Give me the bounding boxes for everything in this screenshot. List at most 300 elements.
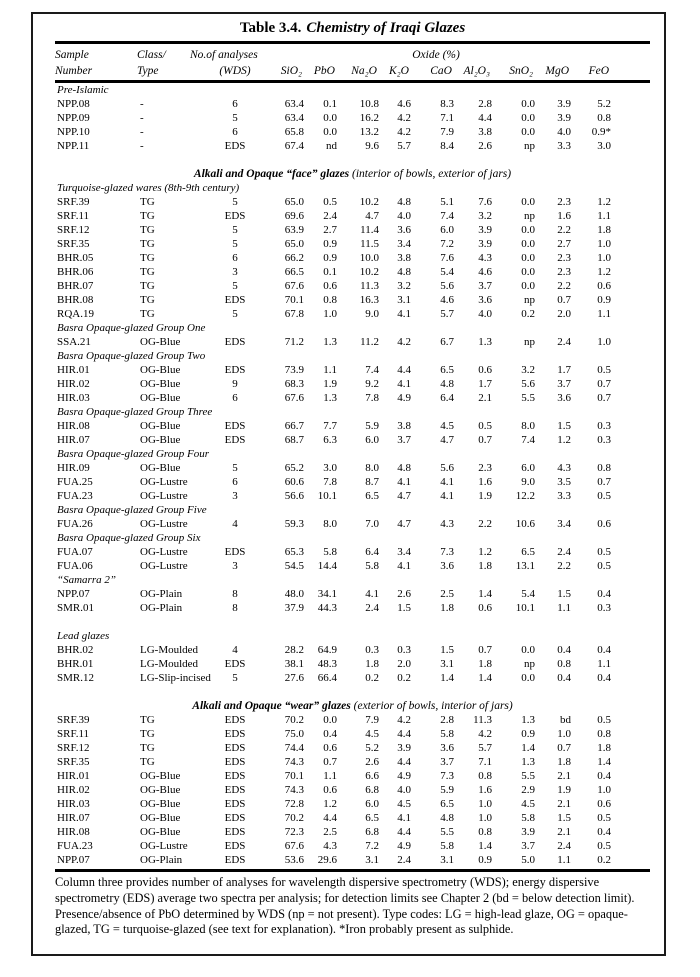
oxide-value-cell: 4.3 — [557, 462, 571, 474]
sample-number-cell: HIR.08 — [57, 420, 90, 432]
class-type-cell: OG-Lustre — [140, 476, 188, 488]
oxide-value-cell: 2.4 — [397, 854, 411, 866]
oxide-value-cell: 8.3 — [440, 98, 454, 110]
oxide-value-cell: 4.8 — [440, 378, 454, 390]
oxide-value-cell: 1.5 — [557, 588, 571, 600]
analyses-count-cell: 3 — [232, 266, 238, 278]
data-row — [55, 755, 650, 769]
oxide-value-cell: 0.4 — [557, 644, 571, 656]
oxide-value-cell: 3.1 — [365, 854, 379, 866]
oxide-value-cell: 0.5 — [597, 364, 612, 376]
oxide-value-cell: 4.1 — [440, 490, 454, 502]
spacer-cell — [612, 265, 650, 279]
oxide-value-cell: 3.5 — [557, 476, 571, 488]
spacer-cell — [612, 755, 650, 769]
analyses-count-cell: EDS — [224, 210, 246, 222]
oxide-value-cell: 1.0 — [323, 308, 337, 320]
class-type-cell: TG — [140, 756, 155, 768]
sample-number-cell: NPP.08 — [57, 98, 90, 110]
oxide-value-cell: 1.2 — [597, 196, 612, 208]
oxide-value-cell: 67.8 — [284, 308, 304, 320]
oxide-value-cell: 0.6 — [597, 518, 612, 530]
oxide-value-cell: 5.8 — [323, 546, 337, 558]
sample-number-cell: FUA.23 — [57, 840, 93, 852]
oxide-value-cell: 0.7 — [597, 378, 612, 390]
oxide-value-cell: 4.8 — [440, 812, 454, 824]
spacer-cell — [612, 139, 650, 153]
oxide-value-cell: 0.9 — [323, 238, 337, 250]
table-header — [55, 44, 650, 82]
oxide-value-cell: 1.8 — [478, 560, 492, 572]
oxide-value-cell: 1.2 — [597, 266, 612, 278]
data-row — [55, 475, 650, 489]
oxide-value-cell: 1.9 — [478, 490, 492, 502]
oxide-value-cell: 2.0 — [397, 658, 411, 670]
header-oxide-group: Oxide (%) — [412, 49, 460, 61]
oxide-value-cell: 5.2 — [365, 742, 379, 754]
oxide-value-cell: 66.4 — [317, 672, 337, 684]
oxide-value-cell: 3.4 — [397, 238, 411, 250]
analyses-count-cell: 6 — [232, 476, 238, 488]
oxide-value-cell: 3.9 — [557, 112, 571, 124]
class-type-cell: OG-Lustre — [140, 490, 188, 502]
oxide-value-cell: 3.9 — [478, 224, 492, 236]
analyses-count-cell: EDS — [224, 756, 246, 768]
oxide-value-cell: 37.9 — [284, 602, 304, 614]
oxide-value-cell: 0.2 — [397, 672, 411, 684]
data-row — [55, 279, 650, 293]
header-sample-line2: Number — [55, 62, 137, 82]
oxide-value-cell: 48.3 — [317, 658, 337, 670]
oxide-value-cell: 16.2 — [359, 112, 379, 124]
oxide-value-cell: 6.4 — [365, 546, 379, 558]
oxide-value-cell: 4.7 — [365, 210, 379, 222]
oxide-value-cell: 1.0 — [597, 336, 612, 348]
sample-number-cell: HIR.08 — [57, 826, 90, 838]
spacer-cell — [612, 251, 650, 265]
analyses-count-cell: EDS — [224, 714, 246, 726]
oxide-value-cell: 8.4 — [440, 140, 454, 152]
oxide-value-cell: 9.2 — [365, 378, 379, 390]
analyses-count-cell: 5 — [232, 280, 238, 292]
oxide-value-cell: 74.4 — [284, 742, 304, 754]
oxide-value-cell: 2.4 — [365, 602, 379, 614]
oxide-value-cell: 34.1 — [317, 588, 337, 600]
header-sample-line1: Sample — [55, 49, 89, 61]
oxide-value-cell: 2.3 — [557, 266, 571, 278]
oxide-value-cell: 8.0 — [521, 420, 535, 432]
oxide-value-cell: 0.5 — [478, 420, 492, 432]
oxide-value-cell: 0.1 — [323, 98, 337, 110]
oxide-value-cell: 1.4 — [597, 756, 612, 768]
oxide-value-cell: 65.2 — [284, 462, 304, 474]
oxide-value-cell: 2.5 — [323, 826, 337, 838]
spacer-cell — [612, 769, 650, 783]
group-heading-row — [55, 167, 650, 181]
oxide-value-cell: 6.0 — [365, 798, 379, 810]
oxide-value-cell: 59.3 — [284, 518, 304, 530]
table-number: Table 3.4. — [239, 20, 302, 36]
spacer-cell — [612, 853, 650, 867]
analyses-count-cell: 5 — [232, 308, 238, 320]
oxide-value-cell: 2.4 — [323, 210, 337, 222]
oxide-value-cell: 1.1 — [557, 854, 571, 866]
oxide-value-cell: 1.0 — [597, 784, 612, 796]
sample-number-cell: FUA.26 — [57, 518, 93, 530]
oxide-value-cell: 2.3 — [557, 252, 571, 264]
section-label: Basra Opaque-glazed Group Six — [57, 532, 201, 544]
oxide-value-cell: 0.0 — [323, 126, 337, 138]
oxide-value-cell: 2.1 — [478, 392, 492, 404]
oxide-value-cell: 5.6 — [521, 378, 535, 390]
class-type-cell: TG — [140, 742, 155, 754]
oxide-value-cell: 4.8 — [397, 462, 411, 474]
oxide-value-cell: 69.6 — [284, 210, 304, 222]
oxide-value-cell: 0.9* — [591, 126, 612, 138]
data-row — [55, 223, 650, 237]
oxide-value-cell: 0.8 — [557, 658, 571, 670]
oxide-value-cell: 3.9 — [557, 98, 571, 110]
oxide-value-cell: 6.8 — [365, 826, 379, 838]
oxide-value-cell: 4.2 — [397, 112, 411, 124]
oxide-value-cell: 7.2 — [440, 238, 454, 250]
oxide-value-cell: 12.2 — [515, 490, 535, 502]
oxide-value-cell: 65.8 — [284, 126, 304, 138]
oxide-value-cell: 0.1 — [323, 266, 337, 278]
spacer-cell — [612, 783, 650, 797]
spacer-cell — [612, 797, 650, 811]
oxide-value-cell: 2.8 — [440, 714, 454, 726]
class-type-cell: TG — [140, 728, 155, 740]
oxide-value-cell: 1.3 — [521, 756, 535, 768]
spacer-cell — [612, 223, 650, 237]
oxide-value-cell: 6.0 — [521, 462, 535, 474]
data-row — [55, 293, 650, 307]
oxide-value-cell: 2.4 — [557, 840, 571, 852]
data-row — [55, 853, 650, 867]
oxide-value-cell: 0.5 — [597, 714, 612, 726]
oxide-value-cell: 4.5 — [440, 420, 454, 432]
oxide-value-cell: 68.3 — [284, 378, 304, 390]
oxide-value-cell: 65.3 — [284, 546, 304, 558]
oxide-value-cell: 0.8 — [323, 294, 337, 306]
data-row — [55, 419, 650, 433]
oxide-value-cell: 0.5 — [597, 546, 612, 558]
table-footnote: Column three provides number of analyses for wavelength dispersive spectrometry (WDS); energy dispersive spectrometry (EDS) average two spectra per analysis; for detection limits see Chapter 2 (bd = below detection limit). Presence/absence of PbO determined by WDS (np = not present). Type codes: LG = high-lead glaze, OG = opaque-glazed, TG = turquoise-glazed (see text for explanation). *Iron probably present as sulphide. — [55, 869, 650, 938]
header-oxide-k2o: K₂O — [380, 62, 412, 82]
oxide-value-cell: 4.1 — [397, 308, 411, 320]
group-heading-title: Alkali and Opaque “wear” glazes — [192, 700, 351, 712]
oxide-value-cell: 1.4 — [478, 672, 492, 684]
oxide-value-cell: 11.2 — [360, 336, 379, 348]
oxide-value-cell: 67.4 — [284, 140, 304, 152]
oxide-value-cell: 3.1 — [440, 854, 454, 866]
oxide-value-cell: 7.4 — [440, 210, 454, 222]
oxide-value-cell: 0.8 — [478, 770, 492, 782]
header-spacer-top — [612, 44, 650, 62]
oxide-value-cell: 1.1 — [323, 364, 337, 376]
class-type-cell: OG-Blue — [140, 812, 181, 824]
analyses-count-cell: 5 — [232, 112, 238, 124]
analyses-count-cell: EDS — [224, 742, 246, 754]
class-type-cell: LG-Slip-incised — [140, 672, 211, 684]
oxide-value-cell: 1.4 — [440, 672, 454, 684]
oxide-value-cell: 5.8 — [365, 560, 379, 572]
header-oxide-sio2: SiO₂ — [260, 62, 305, 82]
analyses-count-cell: EDS — [224, 798, 246, 810]
oxide-value-cell: 2.2 — [557, 560, 571, 572]
oxide-value-cell: 48.0 — [284, 588, 304, 600]
oxide-value-cell: 0.0 — [521, 126, 535, 138]
oxide-value-cell: 8.0 — [365, 462, 379, 474]
spacer-cell — [612, 825, 650, 839]
sample-number-cell: FUA.23 — [57, 490, 93, 502]
section-label-row — [55, 629, 650, 643]
class-type-cell: OG-Blue — [140, 420, 181, 432]
class-type-cell: OG-Blue — [140, 434, 181, 446]
oxide-value-cell: 70.2 — [284, 714, 304, 726]
oxide-value-cell: 0.6 — [478, 602, 492, 614]
oxide-value-cell: np — [524, 210, 535, 222]
oxide-value-cell: 7.3 — [440, 546, 454, 558]
oxide-value-cell: 70.1 — [284, 294, 304, 306]
sample-number-cell: HIR.01 — [57, 770, 90, 782]
spacer-cell — [612, 125, 650, 139]
oxide-value-cell: 2.8 — [478, 98, 492, 110]
data-row — [55, 517, 650, 531]
sample-number-cell: HIR.02 — [57, 784, 90, 796]
oxide-value-cell: 0.5 — [323, 196, 337, 208]
oxide-value-cell: 7.9 — [440, 126, 454, 138]
oxide-value-cell: 6.4 — [440, 392, 454, 404]
oxide-value-cell: 0.5 — [597, 560, 612, 572]
oxide-value-cell: bd — [560, 714, 571, 726]
oxide-value-cell: 10.1 — [515, 602, 535, 614]
data-row — [55, 139, 650, 153]
class-type-cell: TG — [140, 308, 155, 320]
sample-number-cell: HIR.07 — [57, 812, 90, 824]
oxide-value-cell: 3.6 — [397, 224, 411, 236]
spacer-cell — [612, 727, 650, 741]
oxide-value-cell: 0.2 — [597, 854, 612, 866]
oxide-value-cell: 0.4 — [597, 672, 612, 684]
oxide-value-cell: 7.6 — [478, 196, 492, 208]
table-title-text: Chemistry of Iraqi Glazes — [306, 20, 466, 36]
section-label: Lead glazes — [57, 630, 110, 642]
oxide-value-cell: 63.4 — [284, 112, 304, 124]
oxide-value-cell: 2.4 — [557, 336, 571, 348]
oxide-value-cell: 1.0 — [478, 812, 492, 824]
oxide-value-cell: 3.3 — [557, 490, 571, 502]
data-row — [55, 825, 650, 839]
data-row — [55, 587, 650, 601]
oxide-value-cell: 0.9 — [597, 294, 612, 306]
oxide-value-cell: 1.1 — [597, 210, 612, 222]
oxide-value-cell: 14.4 — [317, 560, 337, 572]
oxide-value-cell: 1.2 — [478, 546, 492, 558]
header-oxide-sno2: SnO₂ — [493, 62, 536, 82]
class-type-cell: OG-Blue — [140, 770, 181, 782]
oxide-value-cell: 4.3 — [440, 518, 454, 530]
oxide-value-cell: 10.8 — [359, 98, 379, 110]
class-type-cell: OG-Lustre — [140, 840, 188, 852]
oxide-value-cell: 28.2 — [284, 644, 304, 656]
oxide-value-cell: 4.1 — [397, 378, 411, 390]
oxide-value-cell: 5.9 — [365, 420, 379, 432]
spacer-cell — [612, 111, 650, 125]
oxide-value-cell: 4.2 — [478, 728, 492, 740]
analyses-count-cell: 5 — [232, 224, 238, 236]
class-type-cell: OG-Blue — [140, 826, 181, 838]
oxide-value-cell: 4.9 — [397, 840, 411, 852]
glaze-table — [55, 44, 650, 867]
oxide-value-cell: 4.4 — [397, 364, 411, 376]
oxide-value-cell: 7.8 — [365, 392, 379, 404]
oxide-value-cell: 72.8 — [284, 798, 304, 810]
oxide-value-cell: 2.1 — [557, 798, 571, 810]
oxide-value-cell: 2.4 — [557, 546, 571, 558]
data-row — [55, 489, 650, 503]
sample-number-cell: NPP.07 — [57, 588, 90, 600]
class-type-cell: OG-Blue — [140, 798, 181, 810]
oxide-value-cell: 5.7 — [478, 742, 492, 754]
oxide-value-cell: 6.3 — [323, 434, 337, 446]
oxide-value-cell: 0.7 — [597, 392, 612, 404]
oxide-value-cell: 4.0 — [557, 126, 571, 138]
oxide-value-cell: 6.5 — [440, 364, 454, 376]
class-type-cell: OG-Blue — [140, 462, 181, 474]
oxide-value-cell: 4.4 — [397, 728, 411, 740]
data-row — [55, 545, 650, 559]
section-label: Turquoise-glazed wares (8th-9th century) — [57, 182, 240, 194]
spacer-cell — [612, 601, 650, 615]
class-type-cell: OG-Blue — [140, 392, 181, 404]
oxide-value-cell: 3.0 — [597, 140, 612, 152]
oxide-value-cell: 1.2 — [323, 798, 337, 810]
analyses-count-cell: EDS — [224, 728, 246, 740]
spacer-cell — [612, 377, 650, 391]
oxide-value-cell: 7.4 — [365, 364, 379, 376]
header-oxide-na2o: Na₂O — [338, 62, 380, 82]
table-title — [55, 17, 650, 44]
header-oxide-cao: CaO — [412, 62, 455, 82]
analyses-count-cell: 3 — [232, 560, 238, 572]
sample-number-cell: NPP.09 — [57, 112, 90, 124]
section-label-row — [55, 573, 650, 587]
header-spacer-bottom — [612, 62, 650, 82]
sample-number-cell: NPP.10 — [57, 126, 90, 138]
oxide-value-cell: nd — [326, 140, 337, 152]
analyses-count-cell: EDS — [224, 658, 246, 670]
data-row — [55, 783, 650, 797]
oxide-value-cell: 8.0 — [323, 518, 337, 530]
spacer-cell — [612, 293, 650, 307]
analyses-count-cell: 6 — [232, 252, 238, 264]
oxide-value-cell: 5.8 — [440, 728, 454, 740]
group-heading-cell — [55, 699, 650, 713]
data-row — [55, 237, 650, 251]
group-heading-cell — [55, 167, 650, 181]
oxide-value-cell: 65.0 — [284, 196, 304, 208]
oxide-value-cell: 4.6 — [478, 266, 492, 278]
sample-number-cell: SMR.01 — [57, 602, 94, 614]
class-type-cell: OG-Lustre — [140, 518, 188, 530]
oxide-value-cell: 1.3 — [323, 392, 337, 404]
oxide-value-cell: np — [524, 294, 535, 306]
oxide-value-cell: 63.9 — [284, 224, 304, 236]
oxide-value-cell: 56.6 — [284, 490, 304, 502]
class-type-cell: TG — [140, 196, 155, 208]
oxide-value-cell: 7.1 — [440, 112, 454, 124]
header-analyses-line2: (WDS) — [210, 62, 260, 82]
oxide-value-cell: 5.9 — [440, 784, 454, 796]
oxide-value-cell: 1.1 — [597, 308, 612, 320]
oxide-value-cell: 6.0 — [440, 224, 454, 236]
spacer-cell — [612, 741, 650, 755]
oxide-value-cell: 0.0 — [521, 98, 535, 110]
oxide-value-cell: 0.5 — [597, 840, 612, 852]
data-row — [55, 797, 650, 811]
oxide-value-cell: 1.4 — [478, 588, 492, 600]
section-label: Basra Opaque-glazed Group Two — [57, 350, 206, 362]
oxide-value-cell: 0.7 — [478, 434, 492, 446]
data-row — [55, 769, 650, 783]
oxide-value-cell: 1.8 — [365, 658, 379, 670]
data-row — [55, 461, 650, 475]
data-row — [55, 713, 650, 727]
class-type-cell: - — [140, 126, 144, 138]
oxide-value-cell: 1.0 — [557, 728, 571, 740]
oxide-value-cell: 1.8 — [478, 658, 492, 670]
oxide-value-cell: 4.1 — [397, 812, 411, 824]
section-label-row — [55, 405, 650, 419]
spacer-cell — [612, 517, 650, 531]
data-row — [55, 335, 650, 349]
spacer-cell — [612, 559, 650, 573]
analyses-count-cell: EDS — [224, 826, 246, 838]
oxide-value-cell: 11.3 — [473, 714, 492, 726]
oxide-value-cell: 2.2 — [557, 280, 571, 292]
group-heading-title: Alkali and Opaque “face” glazes — [193, 168, 350, 180]
oxide-value-cell: 5.7 — [440, 308, 454, 320]
oxide-value-cell: 7.2 — [365, 840, 379, 852]
class-type-cell: OG-Plain — [140, 854, 183, 866]
oxide-value-cell: 5.7 — [397, 140, 411, 152]
spacer-cell — [612, 671, 650, 685]
oxide-value-cell: 3.7 — [521, 840, 535, 852]
analyses-count-cell: EDS — [224, 364, 246, 376]
oxide-value-cell: 7.9 — [365, 714, 379, 726]
data-row — [55, 433, 650, 447]
oxide-value-cell: 16.3 — [359, 294, 379, 306]
data-row — [55, 643, 650, 657]
sample-number-cell: HIR.07 — [57, 434, 90, 446]
sample-number-cell: BHR.05 — [57, 252, 94, 264]
sample-number-cell: BHR.01 — [57, 658, 94, 670]
section-label: Basra Opaque-glazed Group Three — [57, 406, 213, 418]
blank-row — [55, 615, 650, 629]
spacer-cell — [612, 209, 650, 223]
analyses-count-cell: 8 — [232, 588, 238, 600]
oxide-value-cell: 1.5 — [440, 644, 454, 656]
oxide-value-cell: 1.0 — [478, 798, 492, 810]
oxide-value-cell: 10.1 — [317, 490, 337, 502]
section-label-row — [55, 349, 650, 363]
oxide-value-cell: 0.6 — [323, 784, 337, 796]
class-type-cell: OG-Blue — [140, 378, 181, 390]
data-row — [55, 251, 650, 265]
oxide-value-cell: 5.6 — [440, 280, 454, 292]
